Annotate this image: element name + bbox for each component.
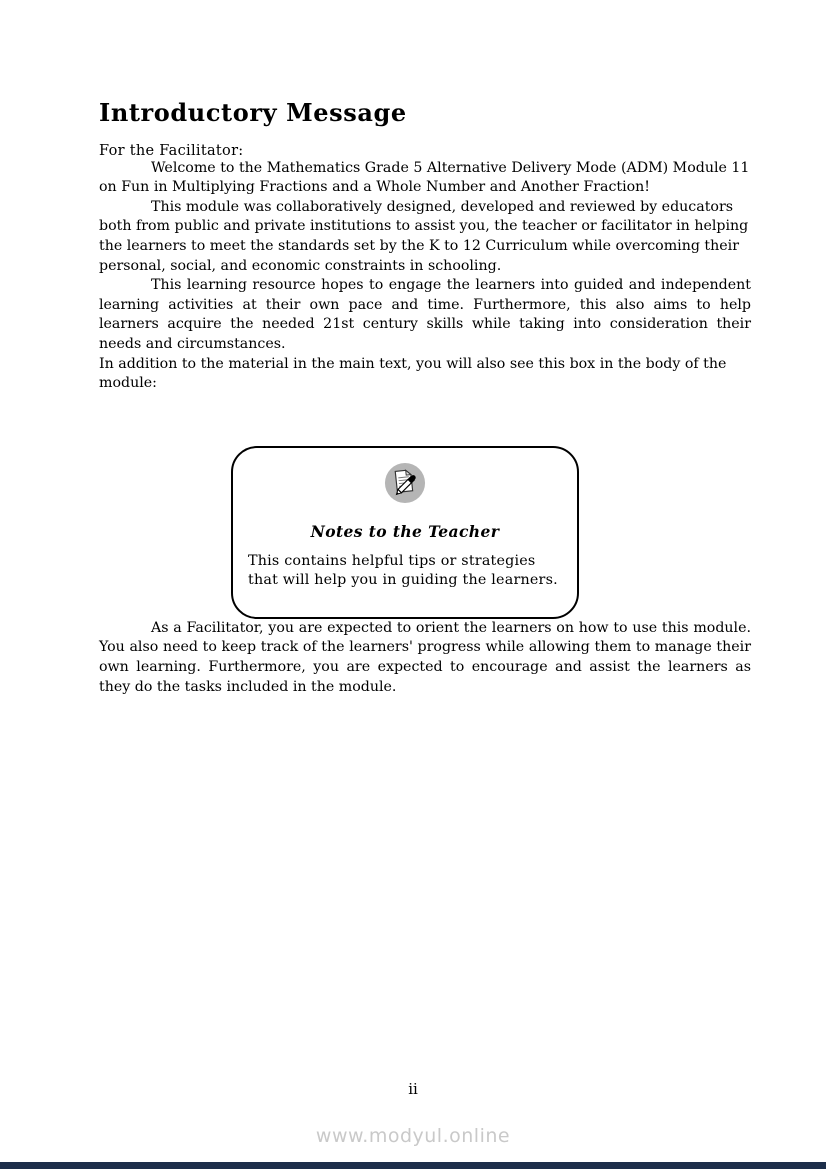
salutation-text: For the Facilitator: [99, 142, 244, 159]
note-box-heading: Notes to the Teacher [310, 521, 500, 541]
bottom-bar [0, 1162, 826, 1169]
paragraph-welcome: Welcome to the Mathematics Grade 5 Alternative Delivery Mode (ADM) Module 11 on Fun in Multiplying Fractions and a Whole Number and Another Fraction! [99, 159, 750, 196]
page-number: ii [408, 1080, 418, 1098]
paragraph-module-design: This module was collaboratively designed, developed and reviewed by educators both from public and private institutions to assist you, the teacher or facilitator in helping the learners to meet the standards set by the K to 12 Curriculum while overcoming their personal, social, and economic constraints in schooling. [99, 198, 749, 274]
paragraph-in-addition: In addition to the material in the main text, you will also see this box in the body of the module: [99, 355, 727, 392]
page-content [99, 0, 751, 697]
note-icon-wrap [248, 462, 562, 508]
paragraph-learning-resource: This learning resource hopes to engage the learners into guided and independent learning activities at their own pace and time. Furthermore, this also aims to help learners acquire the needed 21st century skills while taking into consideration their needs and circumstances. [99, 277, 751, 352]
paragraph-facilitator-role: As a Facilitator, you are expected to orient the learners on how to use this module. You also need to keep track of the learners' progress while allowing them to manage their own learning. Furthermore, you are expected to encourage and assist the learners as they do the tasks included in the module. [99, 619, 751, 695]
page-title: Introductory Message [99, 98, 407, 127]
watermark-text: www.modyul.online [315, 1125, 511, 1147]
note-box-body: This contains helpful tips or strategies that will help you in guiding the learners. [248, 552, 558, 589]
notes-to-teacher-box [231, 446, 579, 619]
note-pencil-icon [384, 462, 426, 504]
